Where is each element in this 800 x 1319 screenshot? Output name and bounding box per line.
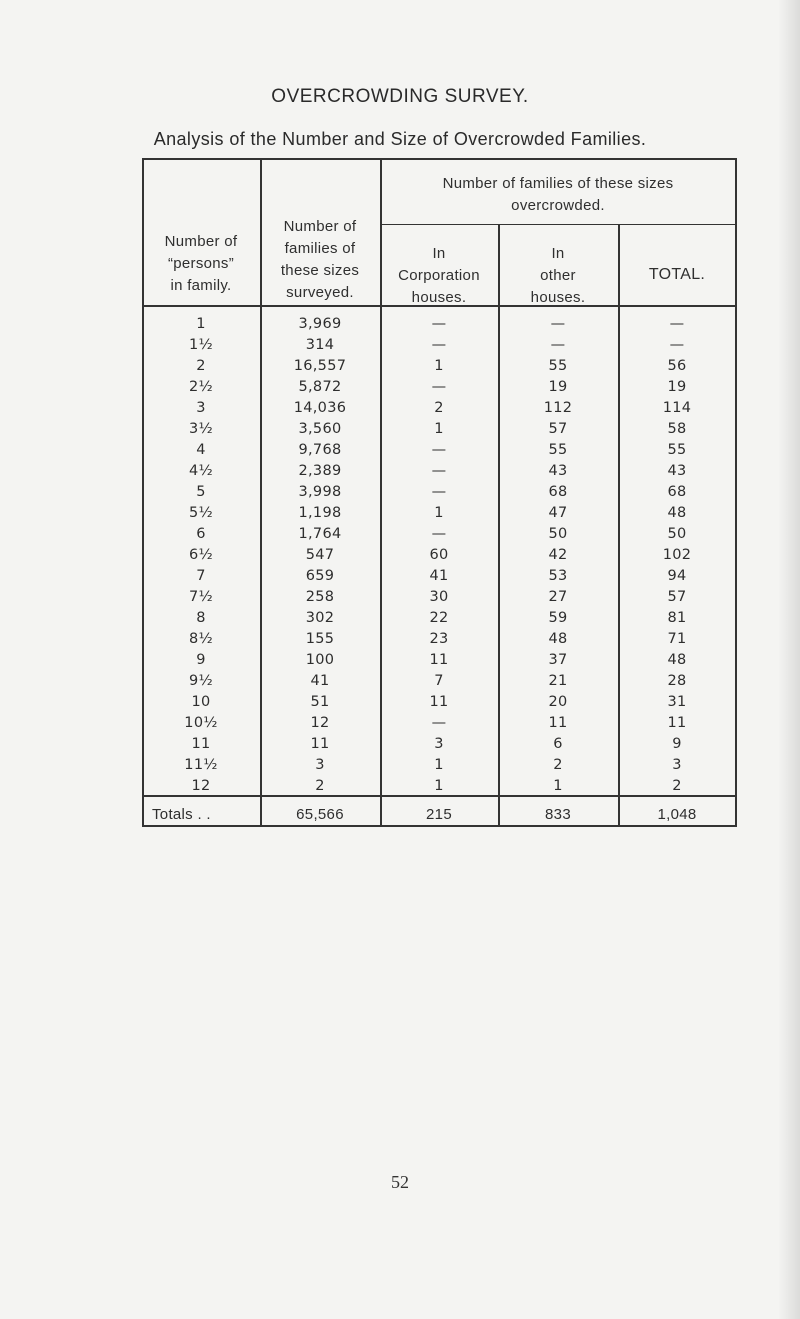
- header-persons-line-2: “persons”: [167, 255, 235, 272]
- other-cell: 20: [548, 694, 568, 710]
- other-cell: 55: [548, 358, 568, 374]
- corporation-cell: 1: [434, 757, 444, 773]
- corporation-cell: 11: [429, 694, 449, 710]
- other-cell: —: [550, 337, 566, 353]
- totals-row: [142, 804, 736, 825]
- corporation-cell: 41: [429, 568, 449, 584]
- persons-cell: 11½: [184, 757, 218, 773]
- other-cell: 43: [548, 463, 568, 479]
- total-cell: 43: [667, 463, 687, 479]
- table-row: [142, 503, 736, 524]
- corporation-cell: 11: [429, 652, 449, 668]
- table-row: [142, 587, 736, 608]
- surveyed-cell: 11: [310, 736, 330, 752]
- corporation-cell: 1: [434, 421, 444, 437]
- header-group-line-1: Number of families of these sizes: [442, 175, 674, 192]
- corporation-cell: 22: [429, 610, 449, 626]
- table-row: [142, 482, 736, 503]
- table-row: [142, 356, 736, 377]
- persons-cell: 9½: [189, 673, 213, 689]
- persons-cell: 10½: [184, 715, 218, 731]
- header-surveyed-line-4: surveyed.: [286, 284, 354, 301]
- total-cell: 102: [662, 547, 692, 563]
- table-row: [142, 524, 736, 545]
- total-cell: 28: [667, 673, 687, 689]
- totals-other: 833: [545, 806, 571, 823]
- total-cell: 71: [667, 631, 687, 647]
- other-cell: 68: [548, 484, 568, 500]
- persons-cell: 6: [196, 526, 206, 542]
- surveyed-cell: 51: [310, 694, 330, 710]
- header-other-line-2: other: [540, 267, 576, 284]
- table-row: [142, 461, 736, 482]
- surveyed-cell: 155: [305, 631, 335, 647]
- corporation-cell: —: [431, 484, 447, 500]
- corporation-cell: —: [431, 379, 447, 395]
- group-header-rule: [380, 224, 736, 225]
- persons-cell: 9: [196, 652, 206, 668]
- corporation-cell: —: [431, 316, 447, 332]
- corporation-cell: 3: [434, 736, 444, 752]
- other-cell: 11: [548, 715, 568, 731]
- corporation-cell: 2: [434, 400, 444, 416]
- header-persons-line-1: Number of: [164, 233, 238, 250]
- total-cell: 58: [667, 421, 687, 437]
- corporation-cell: 23: [429, 631, 449, 647]
- table-row: [142, 608, 736, 629]
- header-persons: [142, 231, 260, 297]
- persons-cell: 1½: [189, 337, 213, 353]
- total-cell: 114: [662, 400, 692, 416]
- surveyed-cell: 3,998: [298, 484, 342, 500]
- total-cell: 3: [672, 757, 682, 773]
- table-row: [142, 755, 736, 776]
- header-corporation-line-1: In: [432, 245, 446, 262]
- header-other: [498, 243, 618, 309]
- header-overcrowded-group: [380, 173, 736, 217]
- surveyed-cell: 547: [305, 547, 335, 563]
- table-row: [142, 776, 736, 797]
- header-persons-line-3: in family.: [170, 277, 232, 294]
- persons-cell: 2: [196, 358, 206, 374]
- surveyed-cell: 16,557: [293, 358, 347, 374]
- total-cell: 50: [667, 526, 687, 542]
- totals-corporation: 215: [426, 806, 452, 823]
- table-row: [142, 545, 736, 566]
- surveyed-cell: 5,872: [298, 379, 342, 395]
- header-surveyed-line-3: these sizes: [280, 262, 360, 279]
- table-row: [142, 629, 736, 650]
- surveyed-cell: 3,969: [298, 316, 342, 332]
- other-cell: 2: [553, 757, 563, 773]
- corporation-cell: 1: [434, 778, 444, 794]
- other-cell: 57: [548, 421, 568, 437]
- table-bottom-border: [142, 825, 736, 827]
- persons-cell: 3: [196, 400, 206, 416]
- table-row: [142, 335, 736, 356]
- persons-cell: 11: [191, 736, 211, 752]
- total-cell: 55: [667, 442, 687, 458]
- corporation-cell: —: [431, 463, 447, 479]
- surveyed-cell: 258: [305, 589, 335, 605]
- corporation-cell: 60: [429, 547, 449, 563]
- total-cell: 81: [667, 610, 687, 626]
- persons-cell: 8½: [189, 631, 213, 647]
- persons-cell: 5: [196, 484, 206, 500]
- total-cell: 2: [672, 778, 682, 794]
- surveyed-cell: 1,764: [298, 526, 342, 542]
- table-row: [142, 734, 736, 755]
- other-cell: 19: [548, 379, 568, 395]
- corporation-cell: 1: [434, 358, 444, 374]
- persons-cell: 7: [196, 568, 206, 584]
- other-cell: 37: [548, 652, 568, 668]
- totals-label: Totals . .: [152, 806, 211, 823]
- total-cell: 48: [667, 652, 687, 668]
- other-cell: 53: [548, 568, 568, 584]
- surveyed-cell: 3: [315, 757, 325, 773]
- header-corporation: [380, 243, 498, 309]
- corporation-cell: —: [431, 337, 447, 353]
- persons-cell: 1: [196, 316, 206, 332]
- persons-cell: 5½: [189, 505, 213, 521]
- surveyed-cell: 1,198: [298, 505, 342, 521]
- surveyed-cell: 14,036: [293, 400, 347, 416]
- persons-cell: 12: [191, 778, 211, 794]
- persons-cell: 2½: [189, 379, 213, 395]
- surveyed-cell: 100: [305, 652, 335, 668]
- total-cell: —: [669, 316, 685, 332]
- surveyed-cell: 2,389: [298, 463, 342, 479]
- total-cell: 9: [672, 736, 682, 752]
- surveyed-cell: 12: [310, 715, 330, 731]
- page-number: 52: [391, 1172, 409, 1192]
- header-other-line-1: In: [551, 245, 565, 262]
- total-cell: 11: [667, 715, 687, 731]
- corporation-cell: 30: [429, 589, 449, 605]
- header-corporation-line-2: Corporation: [398, 267, 480, 284]
- other-cell: 6: [553, 736, 563, 752]
- corporation-cell: 1: [434, 505, 444, 521]
- other-cell: 27: [548, 589, 568, 605]
- other-cell: 50: [548, 526, 568, 542]
- header-surveyed-line-2: families of: [284, 240, 356, 257]
- total-cell: 68: [667, 484, 687, 500]
- header-total-line-1: TOTAL.: [648, 266, 706, 283]
- header-other-line-3: houses.: [530, 289, 586, 306]
- survey-table: [142, 158, 736, 827]
- header-surveyed-line-1: Number of: [283, 218, 357, 235]
- corporation-cell: —: [431, 526, 447, 542]
- table-row: [142, 692, 736, 713]
- totals-total: 1,048: [657, 806, 697, 823]
- persons-cell: 4: [196, 442, 206, 458]
- table-row: [142, 440, 736, 461]
- table-row: [142, 419, 736, 440]
- other-cell: 48: [548, 631, 568, 647]
- table-row: [142, 566, 736, 587]
- persons-cell: 7½: [189, 589, 213, 605]
- table-row: [142, 377, 736, 398]
- total-cell: 19: [667, 379, 687, 395]
- surveyed-cell: 2: [315, 778, 325, 794]
- persons-cell: 8: [196, 610, 206, 626]
- other-cell: 21: [548, 673, 568, 689]
- surveyed-cell: 302: [305, 610, 335, 626]
- table-top-border: [142, 158, 736, 160]
- totals-surveyed: 65,566: [296, 806, 344, 823]
- persons-cell: 10: [191, 694, 211, 710]
- total-cell: 48: [667, 505, 687, 521]
- page-title: OVERCROWDING SURVEY.: [271, 86, 529, 107]
- persons-cell: 6½: [189, 547, 213, 563]
- total-cell: 56: [667, 358, 687, 374]
- total-cell: 94: [667, 568, 687, 584]
- table-row: [142, 650, 736, 671]
- other-cell: —: [550, 316, 566, 332]
- corporation-cell: 7: [434, 673, 444, 689]
- table-row: [142, 398, 736, 419]
- other-cell: 1: [553, 778, 563, 794]
- table-row: [142, 314, 736, 335]
- corporation-cell: —: [431, 715, 447, 731]
- header-surveyed: [260, 216, 380, 304]
- other-cell: 42: [548, 547, 568, 563]
- surveyed-cell: 9,768: [298, 442, 342, 458]
- header-group-line-2: overcrowded.: [511, 197, 605, 214]
- persons-cell: 4½: [189, 463, 213, 479]
- table-row: [142, 671, 736, 692]
- table-row: [142, 713, 736, 734]
- total-cell: 57: [667, 589, 687, 605]
- surveyed-cell: 314: [305, 337, 335, 353]
- header-total: [618, 264, 736, 286]
- other-cell: 112: [543, 400, 573, 416]
- header-corporation-line-3: houses.: [411, 289, 467, 306]
- page-edge-shadow: [778, 0, 800, 1319]
- other-cell: 47: [548, 505, 568, 521]
- total-cell: —: [669, 337, 685, 353]
- other-cell: 55: [548, 442, 568, 458]
- total-cell: 31: [667, 694, 687, 710]
- persons-cell: 3½: [189, 421, 213, 437]
- page-subtitle: Analysis of the Number and Size of Overcrowded Families.: [153, 129, 647, 149]
- other-cell: 59: [548, 610, 568, 626]
- surveyed-cell: 41: [310, 673, 330, 689]
- corporation-cell: —: [431, 442, 447, 458]
- surveyed-cell: 3,560: [298, 421, 342, 437]
- surveyed-cell: 659: [305, 568, 335, 584]
